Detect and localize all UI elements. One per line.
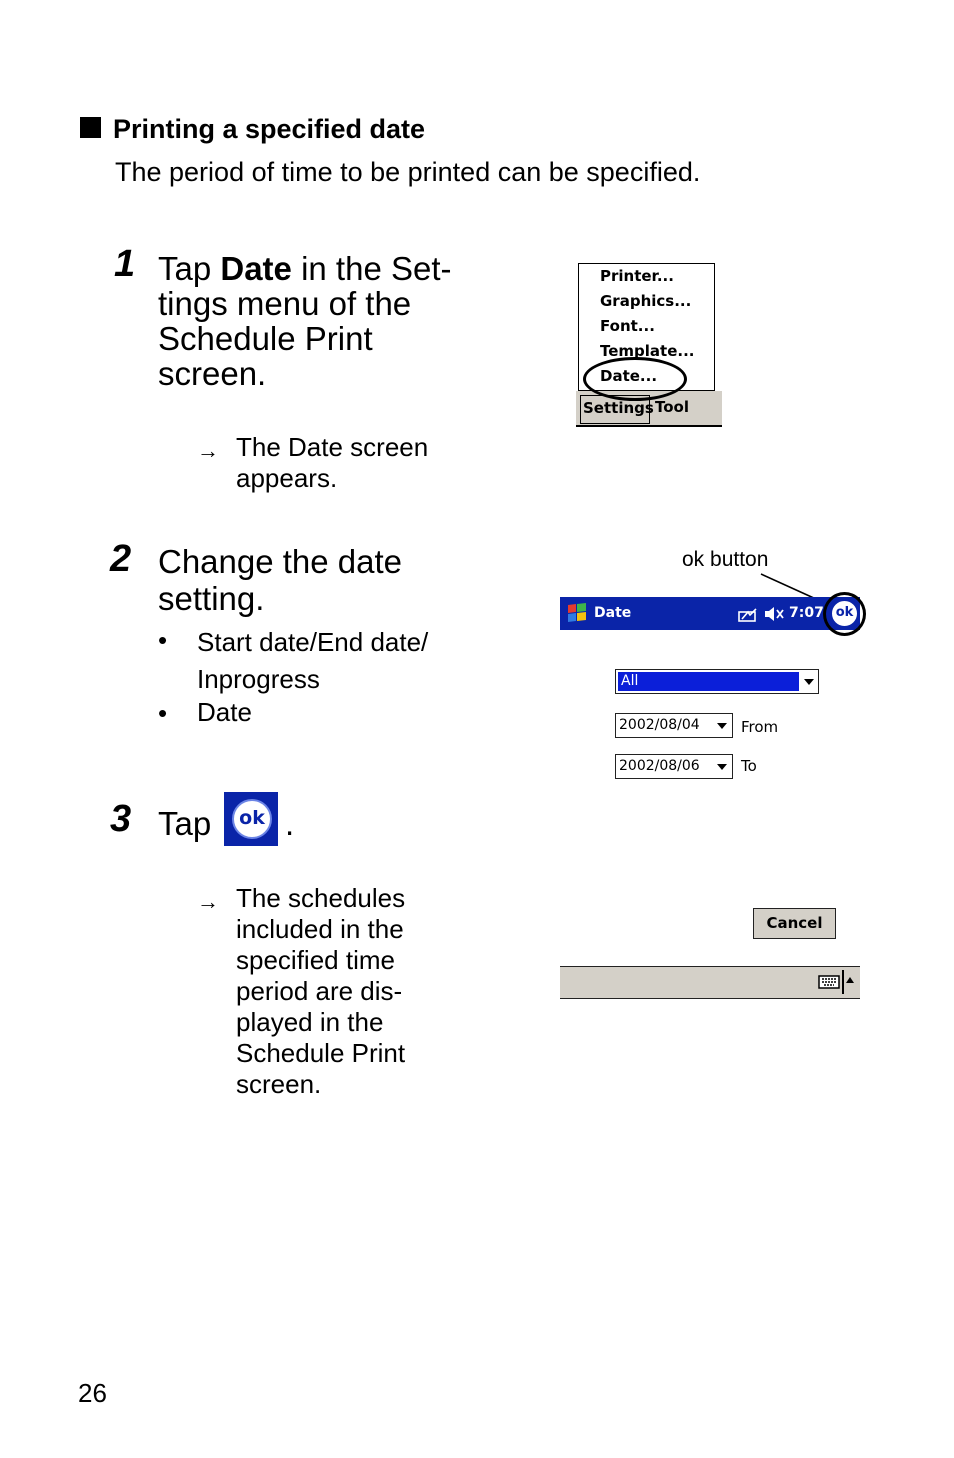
step-3-tap: Tap <box>158 805 212 842</box>
step-1-number: 1 <box>114 243 136 285</box>
bullet-icon: • <box>158 698 168 728</box>
bottom-bar <box>560 966 860 999</box>
step-1-result-line-2: appears. <box>236 463 338 493</box>
step-3-result-line-4: period are dis- <box>236 976 403 1006</box>
filter-combobox[interactable] <box>615 669 819 694</box>
ok-highlight-circle <box>823 592 866 636</box>
square-bullet-icon <box>80 117 101 138</box>
to-label: To <box>741 757 757 775</box>
page-number: 26 <box>78 1378 107 1408</box>
keyboard-icon[interactable] <box>818 974 842 990</box>
filter-selected <box>618 672 799 691</box>
menu-item-date[interactable]: Date... <box>600 367 658 385</box>
step-2-line-2: setting. <box>158 580 265 617</box>
arrow-icon: → <box>197 889 219 914</box>
step-1-text <box>158 251 452 391</box>
from-date-field[interactable] <box>615 713 733 738</box>
windows-start-icon[interactable] <box>564 600 590 626</box>
step-3-result-line-3: specified time <box>236 945 395 975</box>
step-3-result-line-5: played in the <box>236 1007 384 1037</box>
step-1-date-bold: Date <box>220 250 292 287</box>
intro-text: The period of time to be printed can be specified. <box>115 157 701 187</box>
ok-icon-label: ok <box>239 807 265 829</box>
step-1-line-4: screen. <box>158 355 267 392</box>
step-3-result-line-2: included in the <box>236 914 404 944</box>
section-heading <box>80 114 425 145</box>
step-1-line-1: in the Set- <box>291 250 452 287</box>
step-1-line-3: Schedule Print <box>158 320 373 357</box>
date-title: Date <box>594 605 632 621</box>
step-2-text <box>158 544 402 616</box>
step-3-result-line-1: The schedules <box>236 883 406 913</box>
section-heading-text: Printing a specified date <box>113 114 426 144</box>
from-label: From <box>741 718 779 736</box>
step-2-line-1: Change the date <box>158 543 403 580</box>
clock-time[interactable]: 7:07 <box>789 605 824 621</box>
menu-tool-label: Tool <box>655 398 689 416</box>
arrow-icon: → <box>197 438 219 463</box>
step-3-period: . <box>285 805 295 842</box>
bullet-icon: • <box>158 625 168 655</box>
step-2-bullet-1-line-1: Start date/End date/ <box>197 627 429 657</box>
step-2-bullet-1-line-2: Inprogress <box>197 664 320 694</box>
sip-divider <box>842 970 844 994</box>
menu-item-printer[interactable]: Printer... <box>600 267 674 285</box>
to-date-field[interactable] <box>615 754 733 779</box>
menu-tool[interactable] <box>651 395 719 422</box>
step-1-tap: Tap <box>158 250 221 287</box>
date-titlebar <box>560 597 860 630</box>
step-2-bullet-2: Date <box>197 697 252 727</box>
step-1-line-2: tings menu of the <box>158 285 412 322</box>
from-date-value: 2002/08/04 <box>619 717 700 733</box>
ok-button-label: ok <box>835 605 854 620</box>
chevron-down-icon[interactable] <box>717 764 727 770</box>
highlight-ellipse <box>583 357 687 401</box>
ok-icon-circle <box>232 799 272 839</box>
menu-item-font[interactable]: Font... <box>600 317 655 335</box>
chevron-down-icon[interactable] <box>717 723 727 729</box>
step-3-number: 3 <box>110 798 132 840</box>
step-2-bullet-1 <box>197 624 428 698</box>
cancel-button[interactable]: Cancel <box>753 908 836 939</box>
step-2-number: 2 <box>110 538 132 580</box>
ok-icon <box>224 792 278 846</box>
step-3-result <box>236 883 405 1100</box>
filter-value: All <box>621 673 639 689</box>
speaker-muted-icon[interactable] <box>763 606 785 622</box>
step-3-result-line-7: screen. <box>236 1069 322 1099</box>
to-date-value: 2002/08/06 <box>619 758 700 774</box>
chevron-down-icon[interactable] <box>804 679 814 685</box>
step-1-result-line-1: The Date screen <box>236 432 429 462</box>
step-3-result-line-6: Schedule Print <box>236 1038 406 1068</box>
menu-settings-label: Settings <box>583 399 654 417</box>
chevron-up-icon[interactable] <box>846 977 854 983</box>
menu-item-graphics[interactable]: Graphics... <box>600 292 692 310</box>
connectivity-icon[interactable] <box>738 607 760 623</box>
ok-button-callout: ok button <box>682 548 769 571</box>
menu-item-template[interactable]: Template... <box>600 342 695 360</box>
step-1-result <box>236 432 428 494</box>
